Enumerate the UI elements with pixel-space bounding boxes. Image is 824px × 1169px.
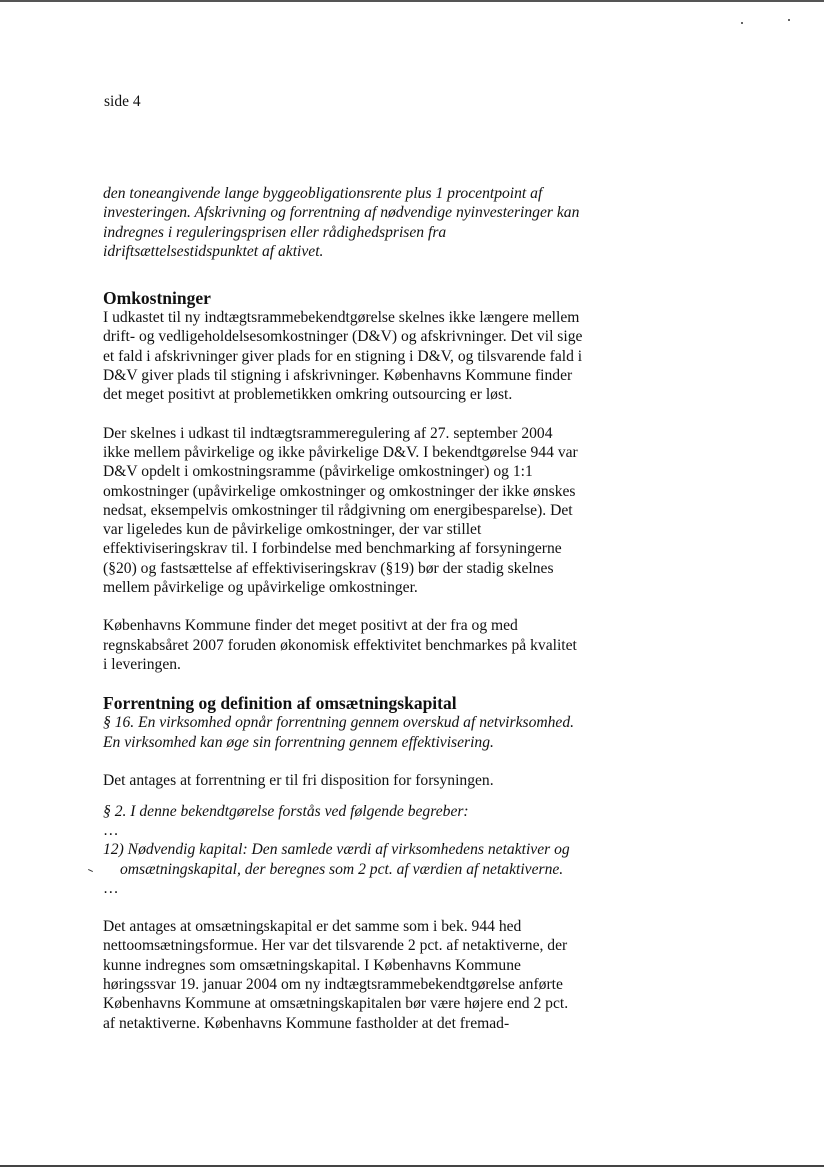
scan-edge-bottom xyxy=(0,1165,824,1167)
ellipsis: … xyxy=(103,880,119,898)
heading-omkostninger: Omkostninger xyxy=(103,288,211,309)
document-body xyxy=(103,184,583,1033)
paragraph: Københavns Kommune finder det meget positivt at der fra og med regnskabsåret 2007 foruden økonomisk effektivitet benchmarkes på kvalitet i leveringen. xyxy=(103,617,577,673)
scan-mark xyxy=(88,869,93,872)
ellipsis: … xyxy=(103,822,119,840)
intro-paragraph: den toneangivende lange byggeobligationsrente plus 1 procentpoint af investeringen. Afskrivning og forrentning af nødvendige nyinvesteringer kan indregnes i reguleringsprisen eller rådighedsprisen fra idriftsættelsestidspunktet af aktivet. xyxy=(103,185,580,260)
heading-forrentning: Forrentning og definition af omsætningskapital xyxy=(103,693,457,714)
paragraph: I udkastet til ny indtægtsrammebekendtgørelse skelnes ikke længere mellem drift- og vedligeholdelsesomkostninger (D&V) og afskrivninger. Det vil sige et fald i afskrivninger giver plads for en stigning i D&V, og tilsvarende fald i D&V giver plads til stigning i afskrivninger. Københavns Kommune finder det meget positivt at problemetikken omkring outsourcing er løst. xyxy=(103,309,583,404)
quote-paragraph-2: § 2. I denne bekendtgørelse forstås ved følgende begreber: xyxy=(103,803,469,821)
scan-edge-top xyxy=(0,0,824,2)
page-number: side 4 xyxy=(104,93,141,110)
scan-speck xyxy=(788,19,790,21)
paragraph: Der skelnes i udkast til indtægtsrammeregulering af 27. september 2004 ikke mellem påvirkelige og ikke påvirkelige D&V. I bekendtgørelse 944 var D&V opdelt i omkostningsramme (påvirkelige omkostninger) og 1:1 omkostninger (upåvirkelige omkostninger og omkostninger der ikke ønskes nedsat, eksempelvis omkostninger til rådgivning om energibesparelse). Det var ligeledes kun de påvirkelige omkostninger, der var stillet effektiviseringskrav til. I forbindelse med benchmarking af forsyningerne (§20) og fastsættelse af effektiviseringskrav (§19) bør der stadig skelnes mellem påvirkelige og upåvirkelige omkostninger. xyxy=(103,424,578,597)
paragraph: Det antages at forrentning er til fri disposition for forsyningen. xyxy=(103,771,494,789)
paragraph: Det antages at omsætningskapital er det samme som i bek. 944 hed nettoomsætningsformue. Her var det tilsvarende 2 pct. af netaktiverne, der kunne indregnes som omsætningskapital. I Københavns Kommune høringssvar 19. januar 2004 om ny indtægtsrammebekendtgørelse anførte Københavns Kommune at omsætningskapitalen bør være højere end 2 pct. af netaktiverne. Københavns Kommune fastholder at det fremad- xyxy=(103,918,569,1032)
definition-item-12: 12) Nødvendig kapital: Den samlede værdi af virksomhedens netaktiver og omsætningskapital, der beregnes som 2 pct. af værdien af netaktiverne. xyxy=(103,841,570,878)
quote-paragraph-16: § 16. En virksomhed opnår forrentning gennem overskud af netvirksomhed. En virksomhed kan øge sin forrentning gennem effektivisering. xyxy=(103,714,575,751)
scan-speck xyxy=(741,22,743,24)
